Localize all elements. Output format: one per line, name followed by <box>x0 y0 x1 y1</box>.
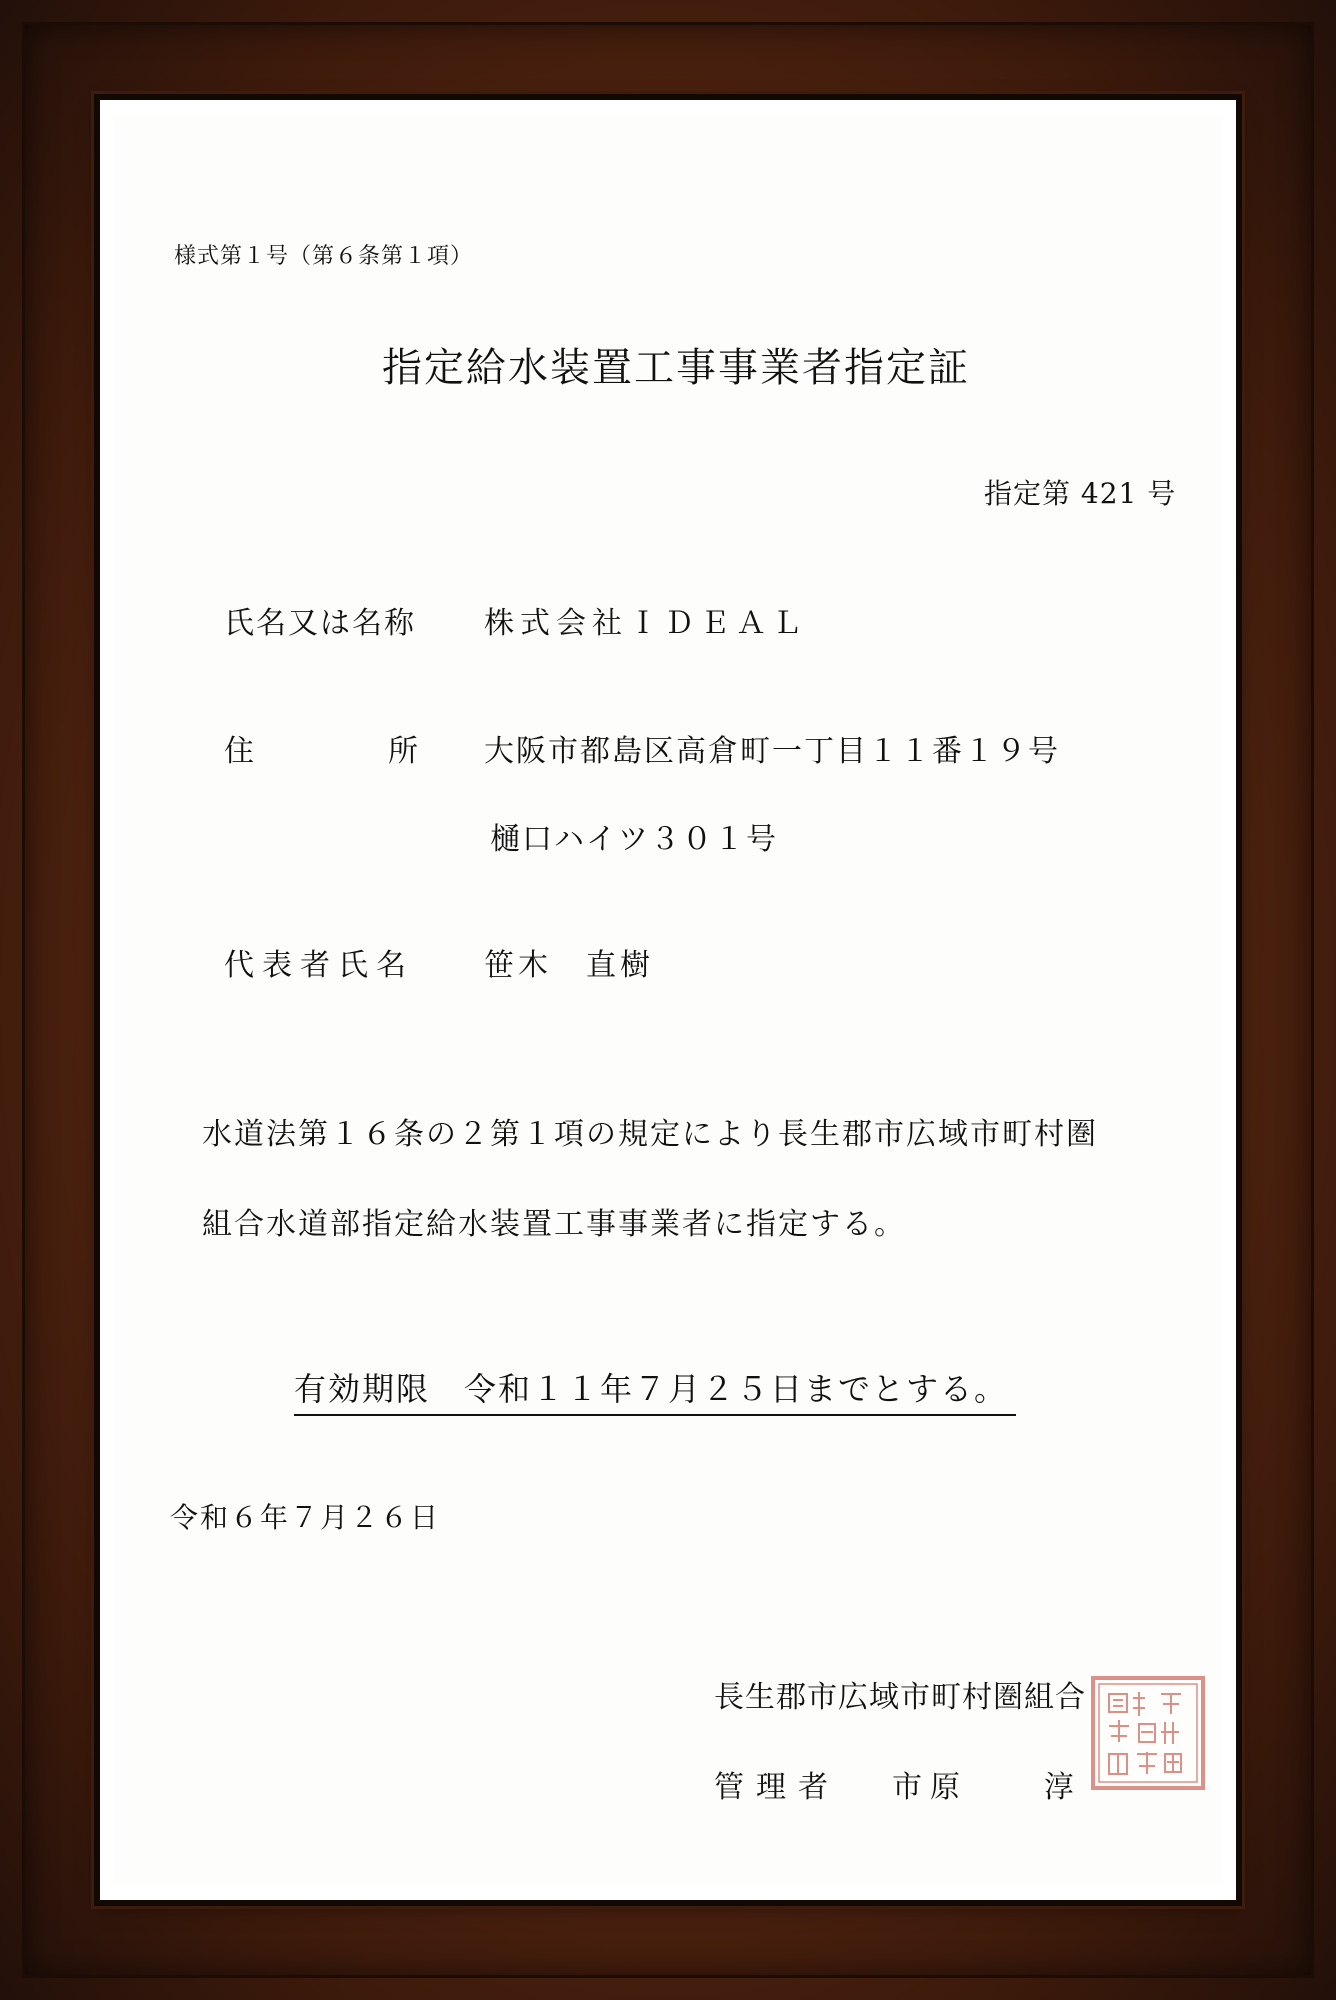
issue-date: 令和６年７月２６日 <box>170 1501 441 1534</box>
address-label-second-char: 所 <box>388 734 420 769</box>
body-text-line-1: 水道法第１６条の２第１項の規定により長生郡市広域市町村圏 <box>202 1117 1098 1152</box>
manager-name: 市原 淳 <box>892 1770 1082 1805</box>
official-seal-icon <box>1089 1674 1207 1792</box>
address-line-2: 樋口ハイツ３０１号 <box>490 822 778 857</box>
representative-label: 代表者氏名 <box>224 948 414 983</box>
issuer-organization: 長生郡市広域市町村圏組合 <box>714 1680 1086 1715</box>
name-label: 氏名又は名称 <box>224 606 416 641</box>
validity-period: 有効期限 令和１１年７月２５日までとする。 <box>294 1364 1016 1416</box>
form-number: 様式第１号（第６条第１項） <box>174 244 474 269</box>
address-line-1: 大阪市都島区高倉町一丁目１１番１９号 <box>484 734 1060 769</box>
certificate-title: 指定給水装置工事事業者指定証 <box>382 345 970 391</box>
address-label-first-char: 住 <box>224 734 256 769</box>
name-value: 株式会社ＩＤＥＡＬ <box>484 606 808 641</box>
representative-name: 笹木 直樹 <box>484 948 654 983</box>
registration-number: 指定第 421 号 <box>984 477 1177 510</box>
body-text-line-2: 組合水道部指定給水装置工事事業者に指定する。 <box>202 1207 906 1242</box>
certificate-paper <box>114 114 1222 1886</box>
manager-title: 管理者 <box>714 1770 840 1805</box>
